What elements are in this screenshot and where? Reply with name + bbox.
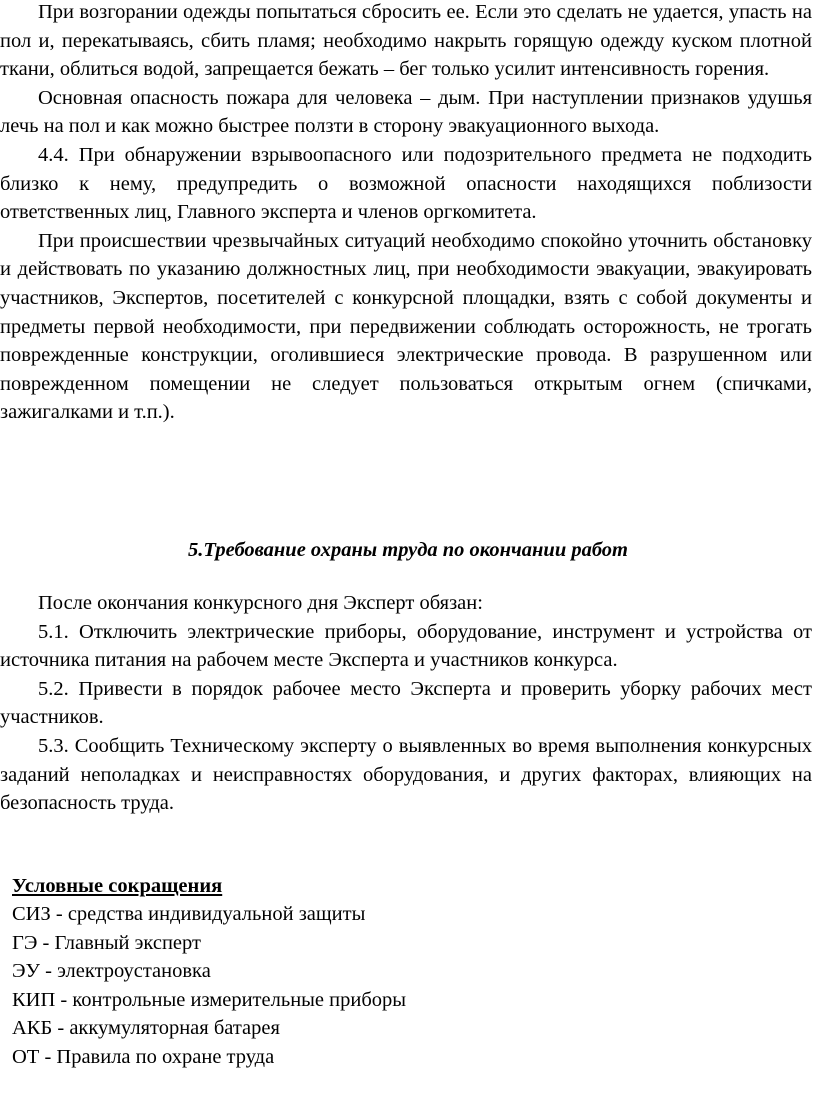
paragraph-5-2: 5.2. Привести в порядок рабочее место Эксперта и проверить уборку рабочих мест участников. [0, 677, 812, 729]
paragraph-emergency: При происшествии чрезвычайных ситуаций необходимо спокойно уточнить обстановку и действовать по указанию должностных лиц, при необходимости эвакуации, эвакуировать участников, Экспертов, посетителей с конкурсной площадки, взять с собой документы и предметы первой необходимости, при передвижении соблюдать осторожность, не трогать поврежденные конструкции, оголившиеся электрические провода. В разрушенном или поврежденном помещении не следует пользоваться открытым огнем (спичками, зажигалками и т.п.). [0, 229, 812, 424]
abbreviation-item: ОТ - Правила по охране труда [12, 1045, 275, 1068]
paragraph-suspicious-object: 4.4. При обнаружении взрывоопасного или подозрительного предмета не подходить близко к нему, предупредить о возможной опасности находящихся поблизости ответственных лиц, Главного эксперта и членов оргкомитета. [0, 143, 812, 224]
abbreviation-item: АКБ - аккумуляторная батарея [12, 1017, 280, 1040]
end-of-work-section [0, 589, 812, 818]
fire-safety-section [0, 0, 812, 427]
paragraph-expert-duty: После окончания конкурсного дня Эксперт обязан: [38, 592, 483, 614]
paragraph-clothing-fire: При возгорании одежды попытаться сбросить ее. Если это сделать не удается, упасть на пол и, перекатываясь, сбить пламя; необходимо накрыть горящую одежду куском плотной ткани, облиться водой, запрещается бежать – бег только усилит интенсивность горения. [0, 1, 812, 81]
abbreviation-item: СИЗ - средства индивидуальной защиты [12, 903, 366, 925]
abbreviations-list [12, 900, 406, 1072]
paragraph-5-1: 5.1. Отключить электрические приборы, оборудование, инструмент и устройства от источника питания на рабочем месте Эксперта и участников конкурса. [0, 620, 812, 672]
abbreviations-title: Условные сокращения [12, 875, 223, 897]
abbreviation-item: ЭУ - электроустановка [12, 960, 211, 983]
abbreviation-item: КИП - контрольные измерительные приборы [12, 988, 407, 1011]
section-heading: 5.Требование охраны труда по окончании работ [187, 539, 629, 561]
paragraph-5-3: 5.3. Сообщить Техническому эксперту о выявленных во время выполнения конкурсных заданий неполадках и неисправностях оборудования, и других факторах, влияющих на безопасность труда. [0, 734, 812, 815]
paragraph-smoke-danger: Основная опасность пожара для человека – дым. При наступлении признаков удушья лечь на пол и как можно быстрее ползти в сторону эвакуационного выхода. [0, 86, 812, 138]
abbreviation-item: ГЭ - Главный эксперт [12, 931, 201, 954]
